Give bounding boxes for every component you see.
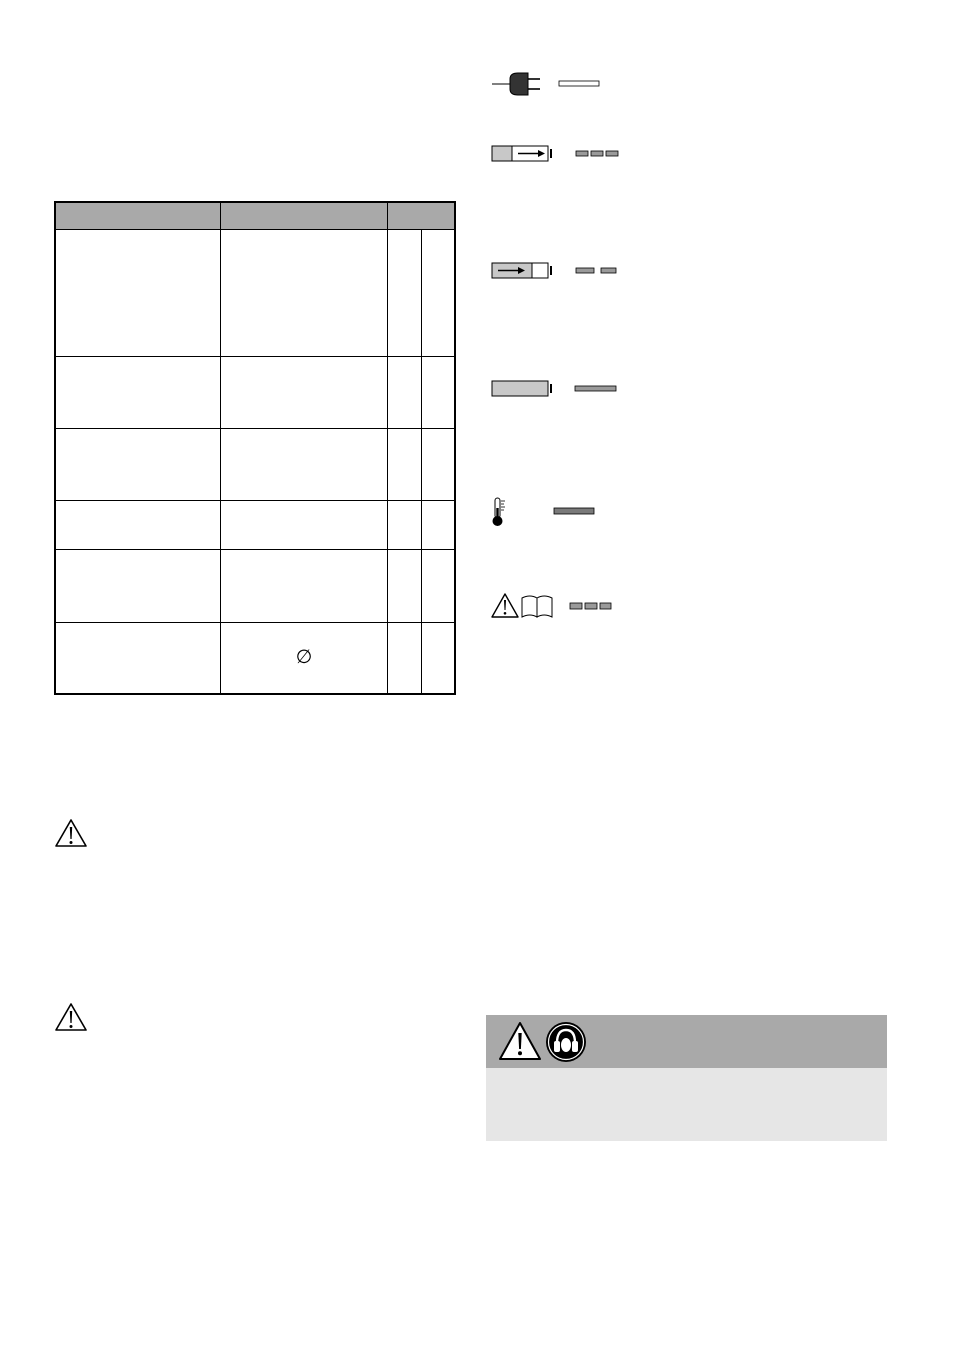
- manual-led: [570, 603, 582, 609]
- table-row: [55, 357, 455, 429]
- table-cell: [422, 429, 456, 501]
- table-header-row: [55, 202, 455, 230]
- table-cell: [388, 501, 422, 550]
- warning-triangle-icon: [54, 818, 88, 848]
- table-cell: [55, 501, 221, 550]
- charging-led: [606, 151, 618, 156]
- manual-led: [600, 603, 611, 609]
- table-header-cell: [221, 202, 388, 230]
- thermometer-icon: [488, 496, 600, 528]
- table-row: [55, 230, 455, 357]
- table-cell: [221, 501, 388, 550]
- table-cell: [422, 501, 456, 550]
- spec-table: [54, 201, 456, 695]
- battery-full-icon: [490, 379, 620, 399]
- full-led: [575, 386, 616, 391]
- table-cell: [221, 550, 388, 623]
- warning-triangle-icon: [54, 1002, 88, 1032]
- table-row: [55, 550, 455, 623]
- table-cell: [55, 623, 221, 694]
- warning-box: [486, 1015, 887, 1141]
- table-cell: [422, 623, 456, 694]
- discharge-led: [601, 268, 616, 273]
- charging-led: [576, 151, 588, 156]
- table-row: [55, 623, 455, 694]
- ear-protection-icon: [545, 1021, 587, 1063]
- table-cell: [55, 429, 221, 501]
- table-cell: [422, 230, 456, 357]
- table-cell: [55, 230, 221, 357]
- warning-manual-icon: [490, 592, 620, 620]
- warning-triangle-icon: [498, 1021, 542, 1061]
- table-cell: [55, 357, 221, 429]
- table-cell: [221, 429, 388, 501]
- discharge-led: [576, 268, 594, 273]
- table-cell: [388, 230, 422, 357]
- table-row: [55, 429, 455, 501]
- battery-charging-icon: [490, 144, 620, 164]
- plug-led: [559, 81, 599, 86]
- table-cell: [422, 357, 456, 429]
- table-header-cell: [388, 202, 456, 230]
- table-cell: [388, 550, 422, 623]
- battery-discharge-icon: [490, 261, 620, 281]
- table-header-cell: [55, 202, 221, 230]
- table-cell: [422, 550, 456, 623]
- table-cell: [388, 357, 422, 429]
- table-cell: [388, 623, 422, 694]
- plug-icon: [490, 70, 610, 98]
- warning-box-header: [486, 1015, 887, 1068]
- charging-led: [591, 151, 603, 156]
- table-cell: [55, 550, 221, 623]
- manual-led: [585, 603, 597, 609]
- table-cell: [221, 357, 388, 429]
- table-cell: [388, 429, 422, 501]
- table-cell: [221, 230, 388, 357]
- temperature-led: [554, 508, 594, 514]
- table-row: [55, 501, 455, 550]
- diameter-symbol: ∅: [221, 623, 388, 694]
